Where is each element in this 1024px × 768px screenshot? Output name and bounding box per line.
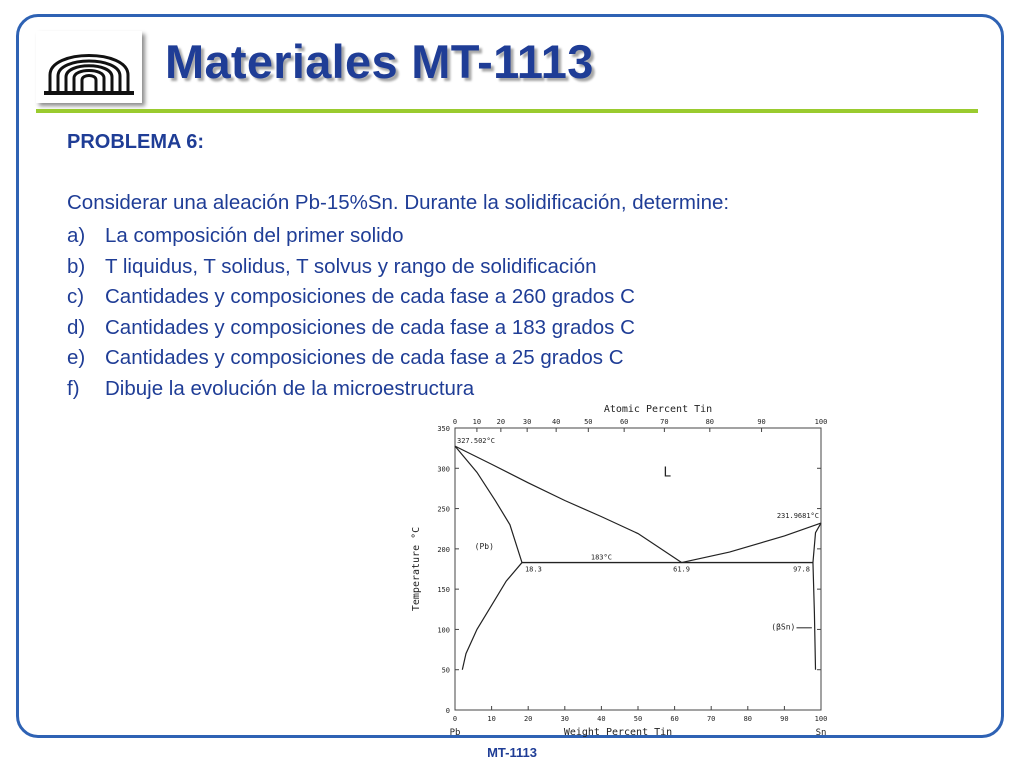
top-axis-title: Atomic Percent Tin: [603, 404, 713, 415]
x-tick-label: 70: [706, 715, 716, 723]
title-divider: [36, 109, 978, 113]
top-tick-label: 80: [705, 418, 715, 426]
comp-left-label: 18.3: [524, 565, 542, 574]
phase-diagram: [405, 400, 860, 740]
x-tick-label: 10: [487, 715, 496, 723]
top-tick-label: 50: [584, 418, 593, 426]
pb-melting-label: 327.502°C: [457, 437, 495, 446]
top-tick-label: 0: [452, 418, 458, 426]
top-tick-label: 70: [660, 418, 669, 426]
question-text: Dibuje la evolución de la microestructura: [105, 376, 475, 400]
question-item: [67, 343, 635, 374]
pb-phase-label: (Pb): [474, 541, 494, 551]
solvus-sn: [813, 523, 821, 670]
y-tick-label: 300: [437, 465, 450, 474]
question-item: [67, 282, 635, 313]
question-item: [67, 252, 635, 283]
question-letter: b): [67, 254, 86, 278]
eutectic-temp-label: 183°C: [590, 553, 612, 562]
y-tick-label: 200: [437, 545, 450, 554]
question-text: Cantidades y composiciones de cada fase a 260 grados C: [105, 285, 635, 309]
top-tick-label: 20: [496, 418, 506, 426]
x-tick-label: 40: [597, 715, 606, 723]
university-logo: [36, 31, 142, 103]
plot-frame: [455, 428, 821, 710]
x-tick-label: 60: [670, 715, 679, 723]
x-tick-label: 0: [452, 715, 458, 723]
top-tick-label: 90: [757, 418, 766, 426]
bottom-axis-title: Weight Percent Tin: [563, 727, 673, 738]
top-tick-label: 60: [619, 418, 629, 426]
top-tick-label: 40: [551, 418, 561, 426]
question-letter: d): [67, 315, 86, 339]
question-text: Cantidades y composiciones de cada fase a 183 grados C: [105, 315, 635, 339]
y-tick-label: 150: [437, 586, 450, 595]
question-item: [67, 221, 635, 252]
x-tick-label: 90: [780, 715, 789, 723]
question-text: Cantidades y composiciones de cada fase a 25 grados C: [105, 346, 624, 370]
solvus-pb: [462, 563, 522, 670]
y-tick-label: 350: [437, 425, 450, 433]
x-tick-label: 30: [560, 715, 570, 723]
question-text: T liquidus, T solidus, T solvus y rango de solidificación: [105, 254, 597, 278]
footer-label: MT-1113: [487, 745, 537, 760]
y-tick-label: 100: [437, 626, 450, 635]
question-list: [67, 221, 635, 405]
question-letter: f): [67, 376, 80, 400]
problem-intro: Considerar una aleación Pb-15%Sn. Durante la solidificación, determine:: [67, 191, 730, 214]
comp-right-label: 97.8: [793, 565, 810, 574]
slide-title: Materiales MT-1113: [165, 35, 594, 88]
question-item: [67, 313, 635, 344]
top-tick-label: 30: [522, 418, 532, 426]
sn-melting-label: 231.9681°C: [776, 512, 819, 521]
sn-phase-label: (βSn): [771, 622, 796, 632]
top-tick-label: 10: [472, 418, 482, 426]
y-tick-label: 0: [445, 707, 450, 715]
x-tick-label: 80: [743, 715, 753, 723]
pb-end-label: Pb: [449, 728, 461, 738]
x-tick-label: 100: [814, 715, 828, 723]
question-letter: e): [67, 346, 86, 370]
y-tick-label: 250: [437, 505, 450, 514]
question-letter: a): [67, 224, 86, 247]
comp-eutectic-label: 61.9: [673, 565, 690, 574]
x-tick-label: 20: [523, 715, 533, 723]
x-tick-label: 50: [633, 715, 643, 723]
y-axis-title: Temperature °C: [411, 526, 422, 612]
question-letter: c): [67, 285, 85, 309]
top-tick-label: 100: [814, 418, 828, 426]
problem-heading: PROBLEMA 6:: [67, 131, 205, 153]
liquidus-right: [682, 523, 821, 562]
liquid-region-label: L: [663, 465, 672, 481]
question-text: La composición del primer solido: [105, 224, 404, 247]
sn-end-label: Sn: [815, 728, 827, 738]
y-tick-label: 50: [441, 666, 450, 675]
